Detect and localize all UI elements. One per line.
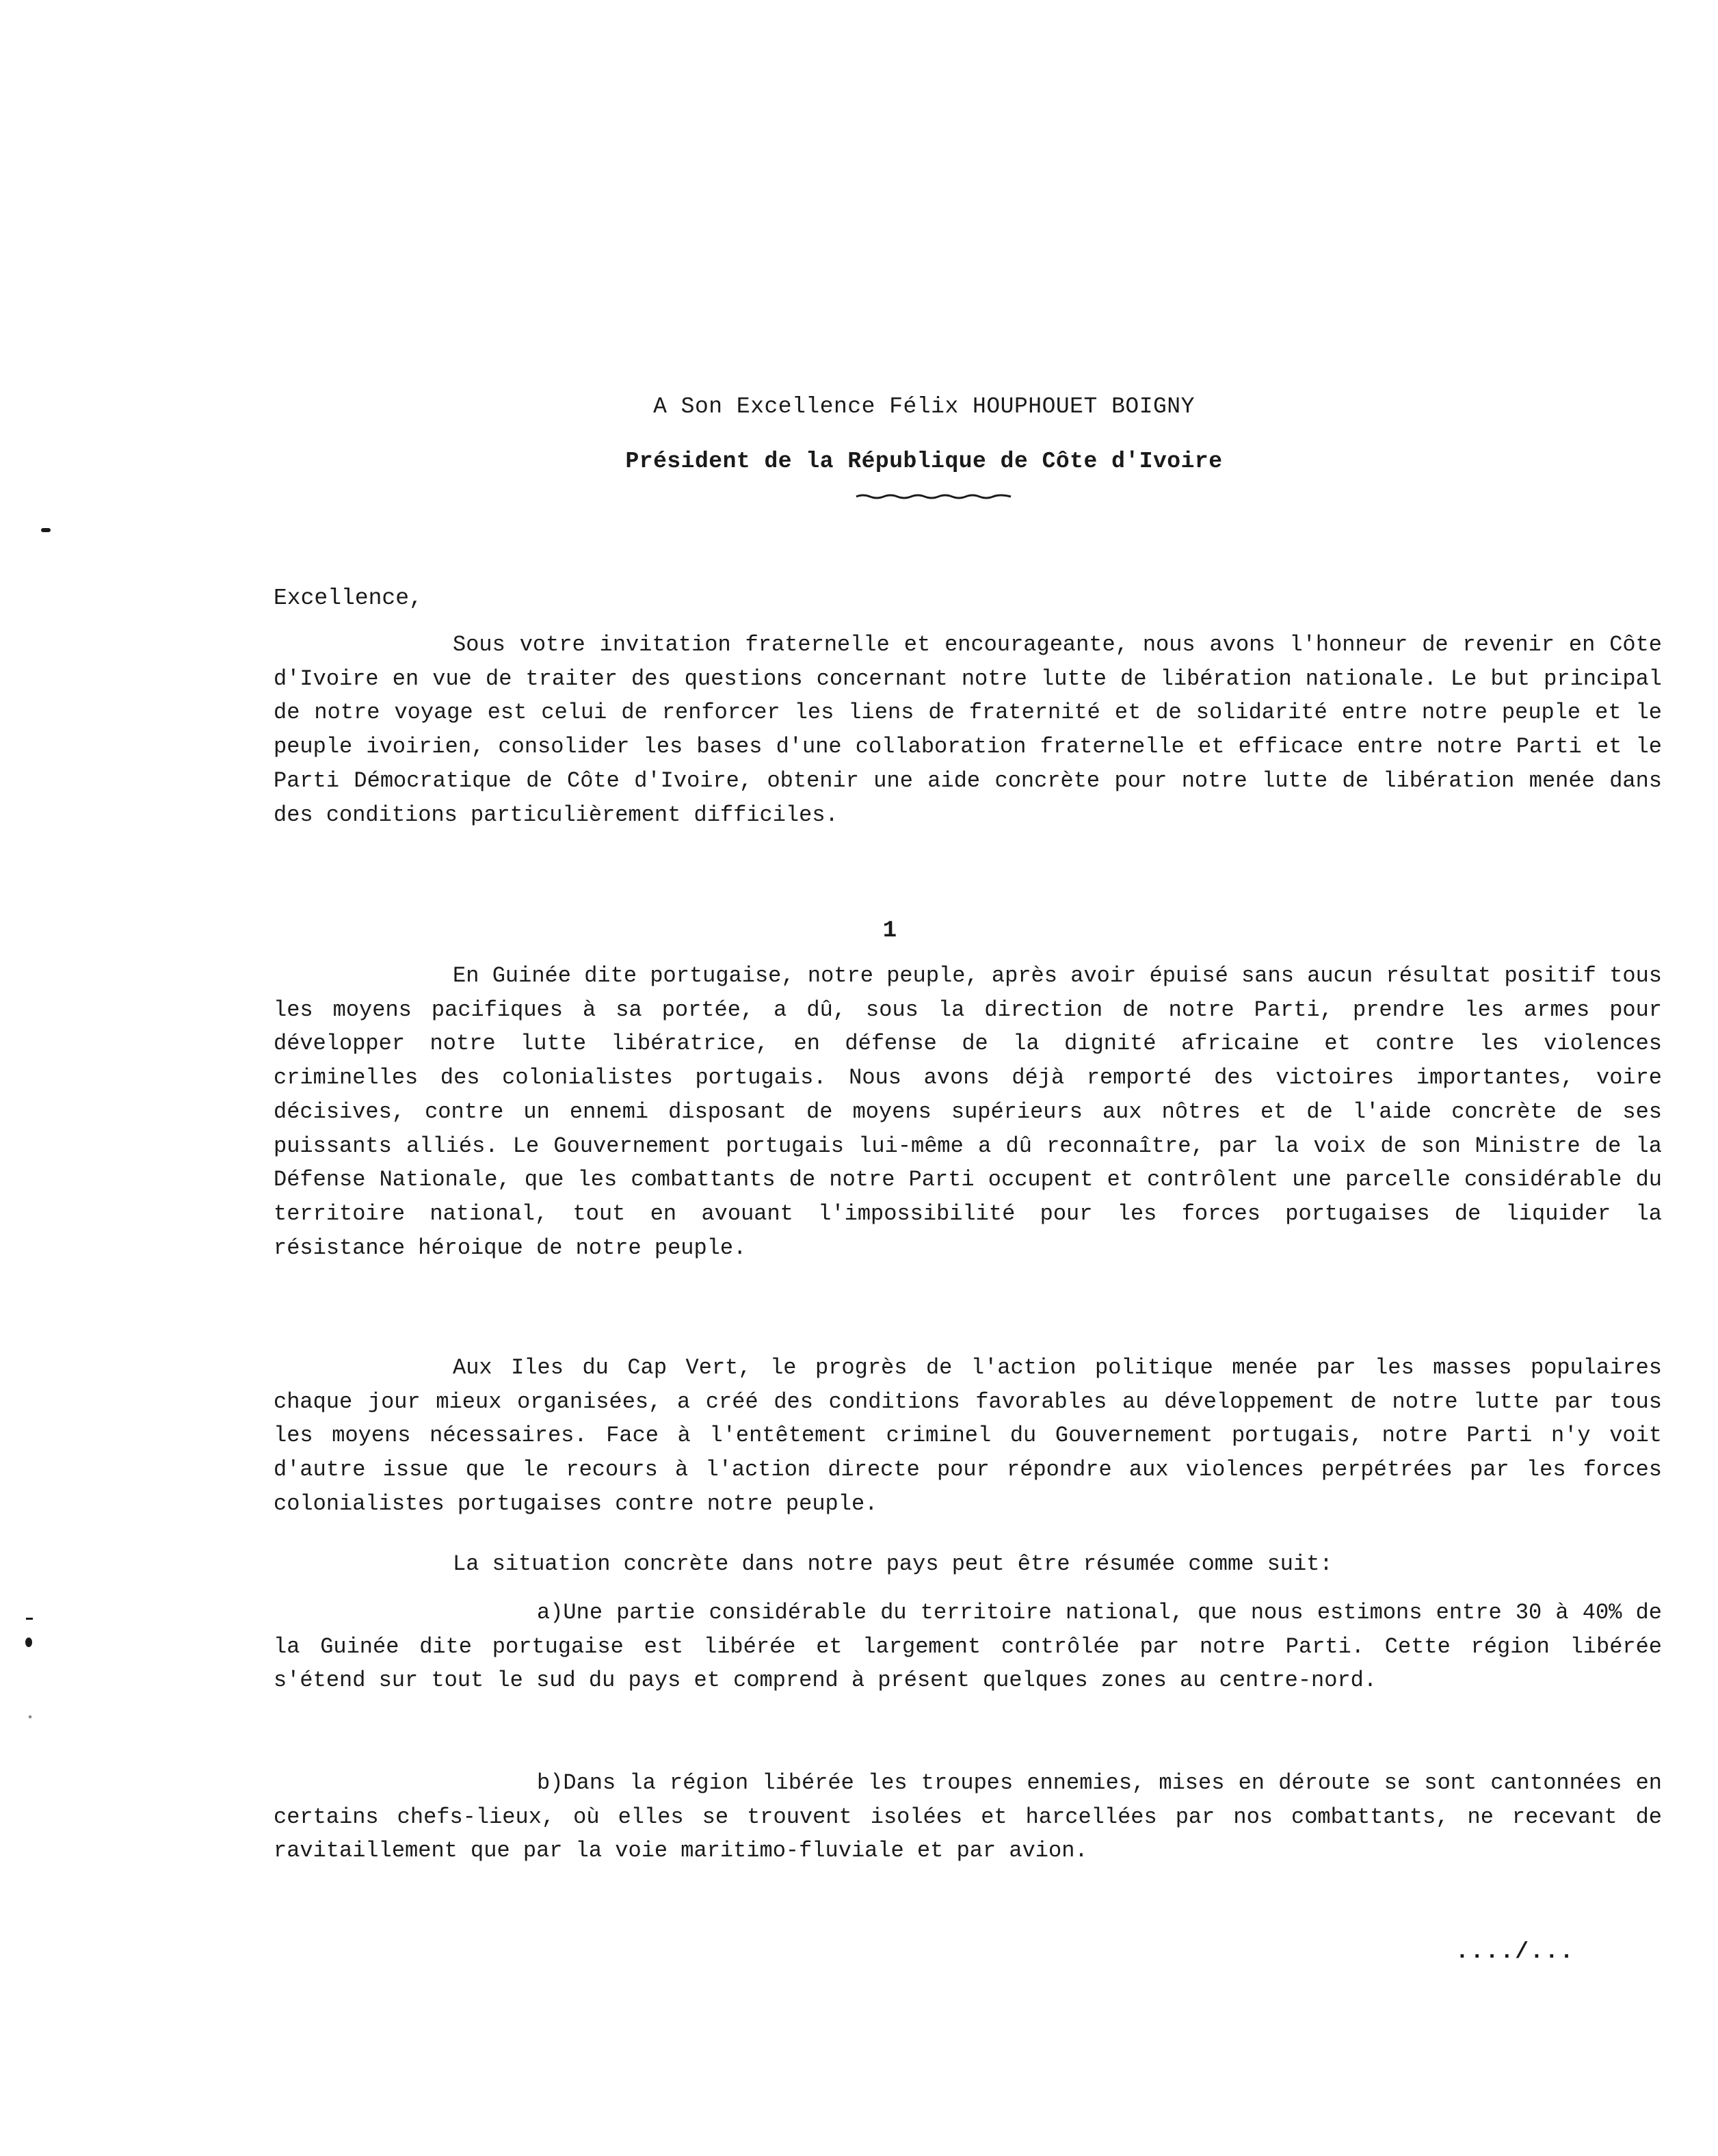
- salutation: Excellence,: [274, 586, 423, 611]
- section-number: 1: [882, 918, 897, 944]
- margin-mark: [26, 1618, 33, 1620]
- addressee-title-line: Président de la République de Côte d'Ivoire: [625, 449, 1223, 474]
- paragraph-situation: La situation concrète dans notre pays peut être résumée comme suit:: [453, 1551, 1333, 1577]
- paragraph-guinea: En Guinée dite portugaise, notre peuple, après avoir épuisé sans aucun résultat positif tous les moyens pacifiques à sa portée, a dû, sous la direction de notre Parti, prendre les armes pour développer notre lutte libératrice, en défense de la dignité africaine et contre les violences criminelles des colonialistes portugais. Nous avons déjà remporté des victoires importantes, voire décisives, contre un ennemi disposant de moyens supérieurs aux nôtres et de l'aide concrète de ses puissants alliés. Le Gouvernement portugais lui-même a dû reconnaître, par la voix de son Ministre de la Défense Nationale, que les combattants de notre Parti occupent et contrôlent une parcelle considérable du territoire national, tout en avouant l'impossibilité pour les forces portugaises de liquider la résistance héroique de notre peuple.: [274, 963, 1662, 1261]
- separator-ornament: [855, 494, 1012, 499]
- paragraph-item-a: a)Une partie considérable du territoire national, que nous estimons entre 30 à 40% de la Guinée dite portugaise est libérée et largement contrôlée par notre Parti. Cette région libérée s'étend sur tout le sud du pays et comprend à présent quelques zones au centre-nord.: [274, 1600, 1662, 1694]
- margin-mark: [41, 528, 51, 532]
- paragraph-intro: Sous votre invitation fraternelle et encourageante, nous avons l'honneur de revenir en Côte d'Ivoire en vue de traiter des questions concernant notre lutte de libération nationale. Le but principal de notre voyage est celui de renforcer les liens de fraternité et de solidarité entre notre peuple et le peuple ivoirien, consolider les bases d'une collaboration fraternelle et efficace entre notre Parti et le Parti Démocratique de Côte d'Ivoire, obtenir une aide concrète pour notre lutte de libération menée dans des conditions particulièrement difficiles.: [274, 632, 1662, 828]
- margin-mark: [25, 1638, 32, 1647]
- paragraph-cape-verde: Aux Iles du Cap Vert, le progrès de l'action politique menée par les masses populaires chaque jour mieux organisées, a créé des conditions favorables au développement de notre lutte par tous les moyens nécessaires. Face à l'entêtement criminel du Gouvernement portugais, notre Parti n'y voit d'autre issue que le recours à l'action directe pour répondre aux violences perpétrées par les forces colonialistes portugaises contre notre peuple.: [274, 1355, 1662, 1516]
- addressee-line: A Son Excellence Félix HOUPHOUET BOIGNY: [653, 394, 1195, 419]
- margin-mark: [29, 1715, 31, 1718]
- continuation-marker: ..../...: [1455, 1939, 1575, 1964]
- paragraph-item-b: b)Dans la région libérée les troupes ennemies, mises en déroute se sont cantonnées en certains chefs-lieux, où elles se trouvent isolées et harcellées par nos combattants, ne recevant de ravitaillement que par la voie maritimo-fluviale et par avion.: [274, 1770, 1662, 1864]
